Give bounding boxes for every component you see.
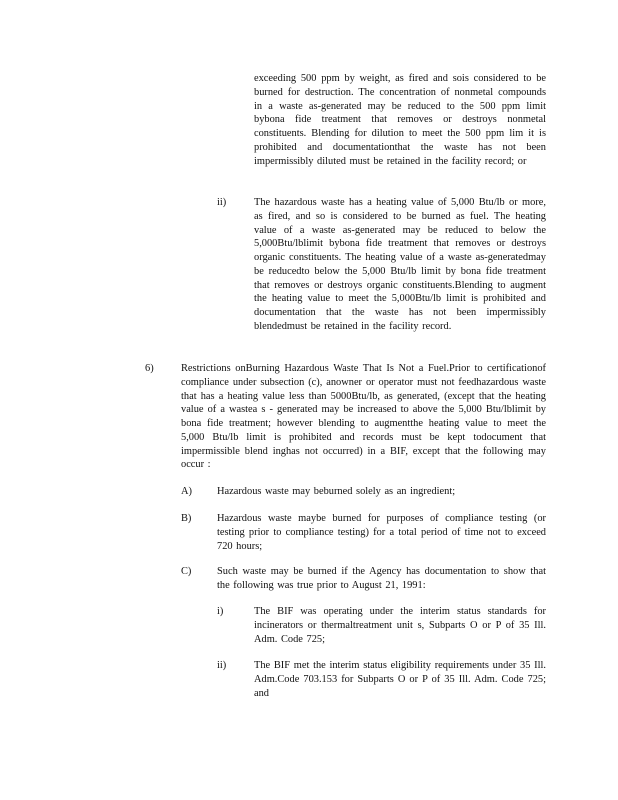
item-ii-label: ii) xyxy=(217,197,227,208)
item-ii-text: The hazardous waste has a heating value of 5,000 Btu/lb or more, as fired, and so is considered to be burned as fuel. The heating value of a waste as-generated may be reduced to below the 5,000Btu/lblimit bybona fide treatment that removes or destroys organic constituents. The heating value of a waste as-generatedmay be reducedto below the 5,000 Btu/lb limit by bona fide treatment that removes or destroys organic constituents.Blending to augment the heating value to meet the 5,000Btu/lb limit is prohibited and documentation that the waste has not been impermissibly blendedmust be retained in the facility record. xyxy=(254,197,546,332)
item-Cii-text: The BIF met the interim status eligibility requirements under 35 Ill. Adm.Code 703.153 for Subparts O or P of 35 Ill. Adm. Code 725; and xyxy=(254,660,546,699)
item-6-label: 6) xyxy=(145,363,154,374)
item-A-label: A) xyxy=(181,486,192,497)
intro-paragraph: exceeding 500 ppm by weight, as fired and sois considered to be burned for destruction. The concentration of nonmetal compounds in a waste as-generated may be reduced to the 500 ppm limit bybona fide treatment that removes or destroys nonmetal constituents. Blending for dilution to meet the 500 ppm lim it is prohibited and documentationthat the waste has not been impermissibly diluted must be retained in the facility record; or xyxy=(254,73,546,167)
item-6-text: Restrictions onBurning Hazardous Waste That Is Not a Fuel.Prior to certificationof compliance under subsection (c), anowner or operator must not feedhazardous waste that has a heating value less than 5000Btu/lb, as generated, (except that the heating value of a wastea s - generated may be increased to above the 5,000 Btu/lblimit by bona fide treatment; however blending to augmentthe heating value to meet the 5,000 Btu/lb limit is prohibited and records must be kept todocument that impermissible blend inghas not occurred) in a BIF, except that the following may occur : xyxy=(181,363,546,471)
item-C-text: Such waste may be burned if the Agency has documentation to show that the following was true prior to August 21, 1991: xyxy=(217,566,546,591)
item-B-label: B) xyxy=(181,513,192,524)
item-Ci-label: i) xyxy=(217,606,224,617)
item-A-text: Hazardous waste may beburned solely as an ingredient; xyxy=(217,486,456,497)
item-B-text: Hazardous waste maybe burned for purposes of compliance testing (or testing prior to compliance testing) for a total period of time not to exceed 720 hours; xyxy=(217,513,546,552)
item-C-label: C) xyxy=(181,566,192,577)
item-Ci-text: The BIF was operating under the interim status standards for incinerators or thermaltreatment unit s, Subparts O or P of 35 Ill. Adm. Code 725; xyxy=(254,606,546,645)
item-Cii-label: ii) xyxy=(217,660,227,671)
